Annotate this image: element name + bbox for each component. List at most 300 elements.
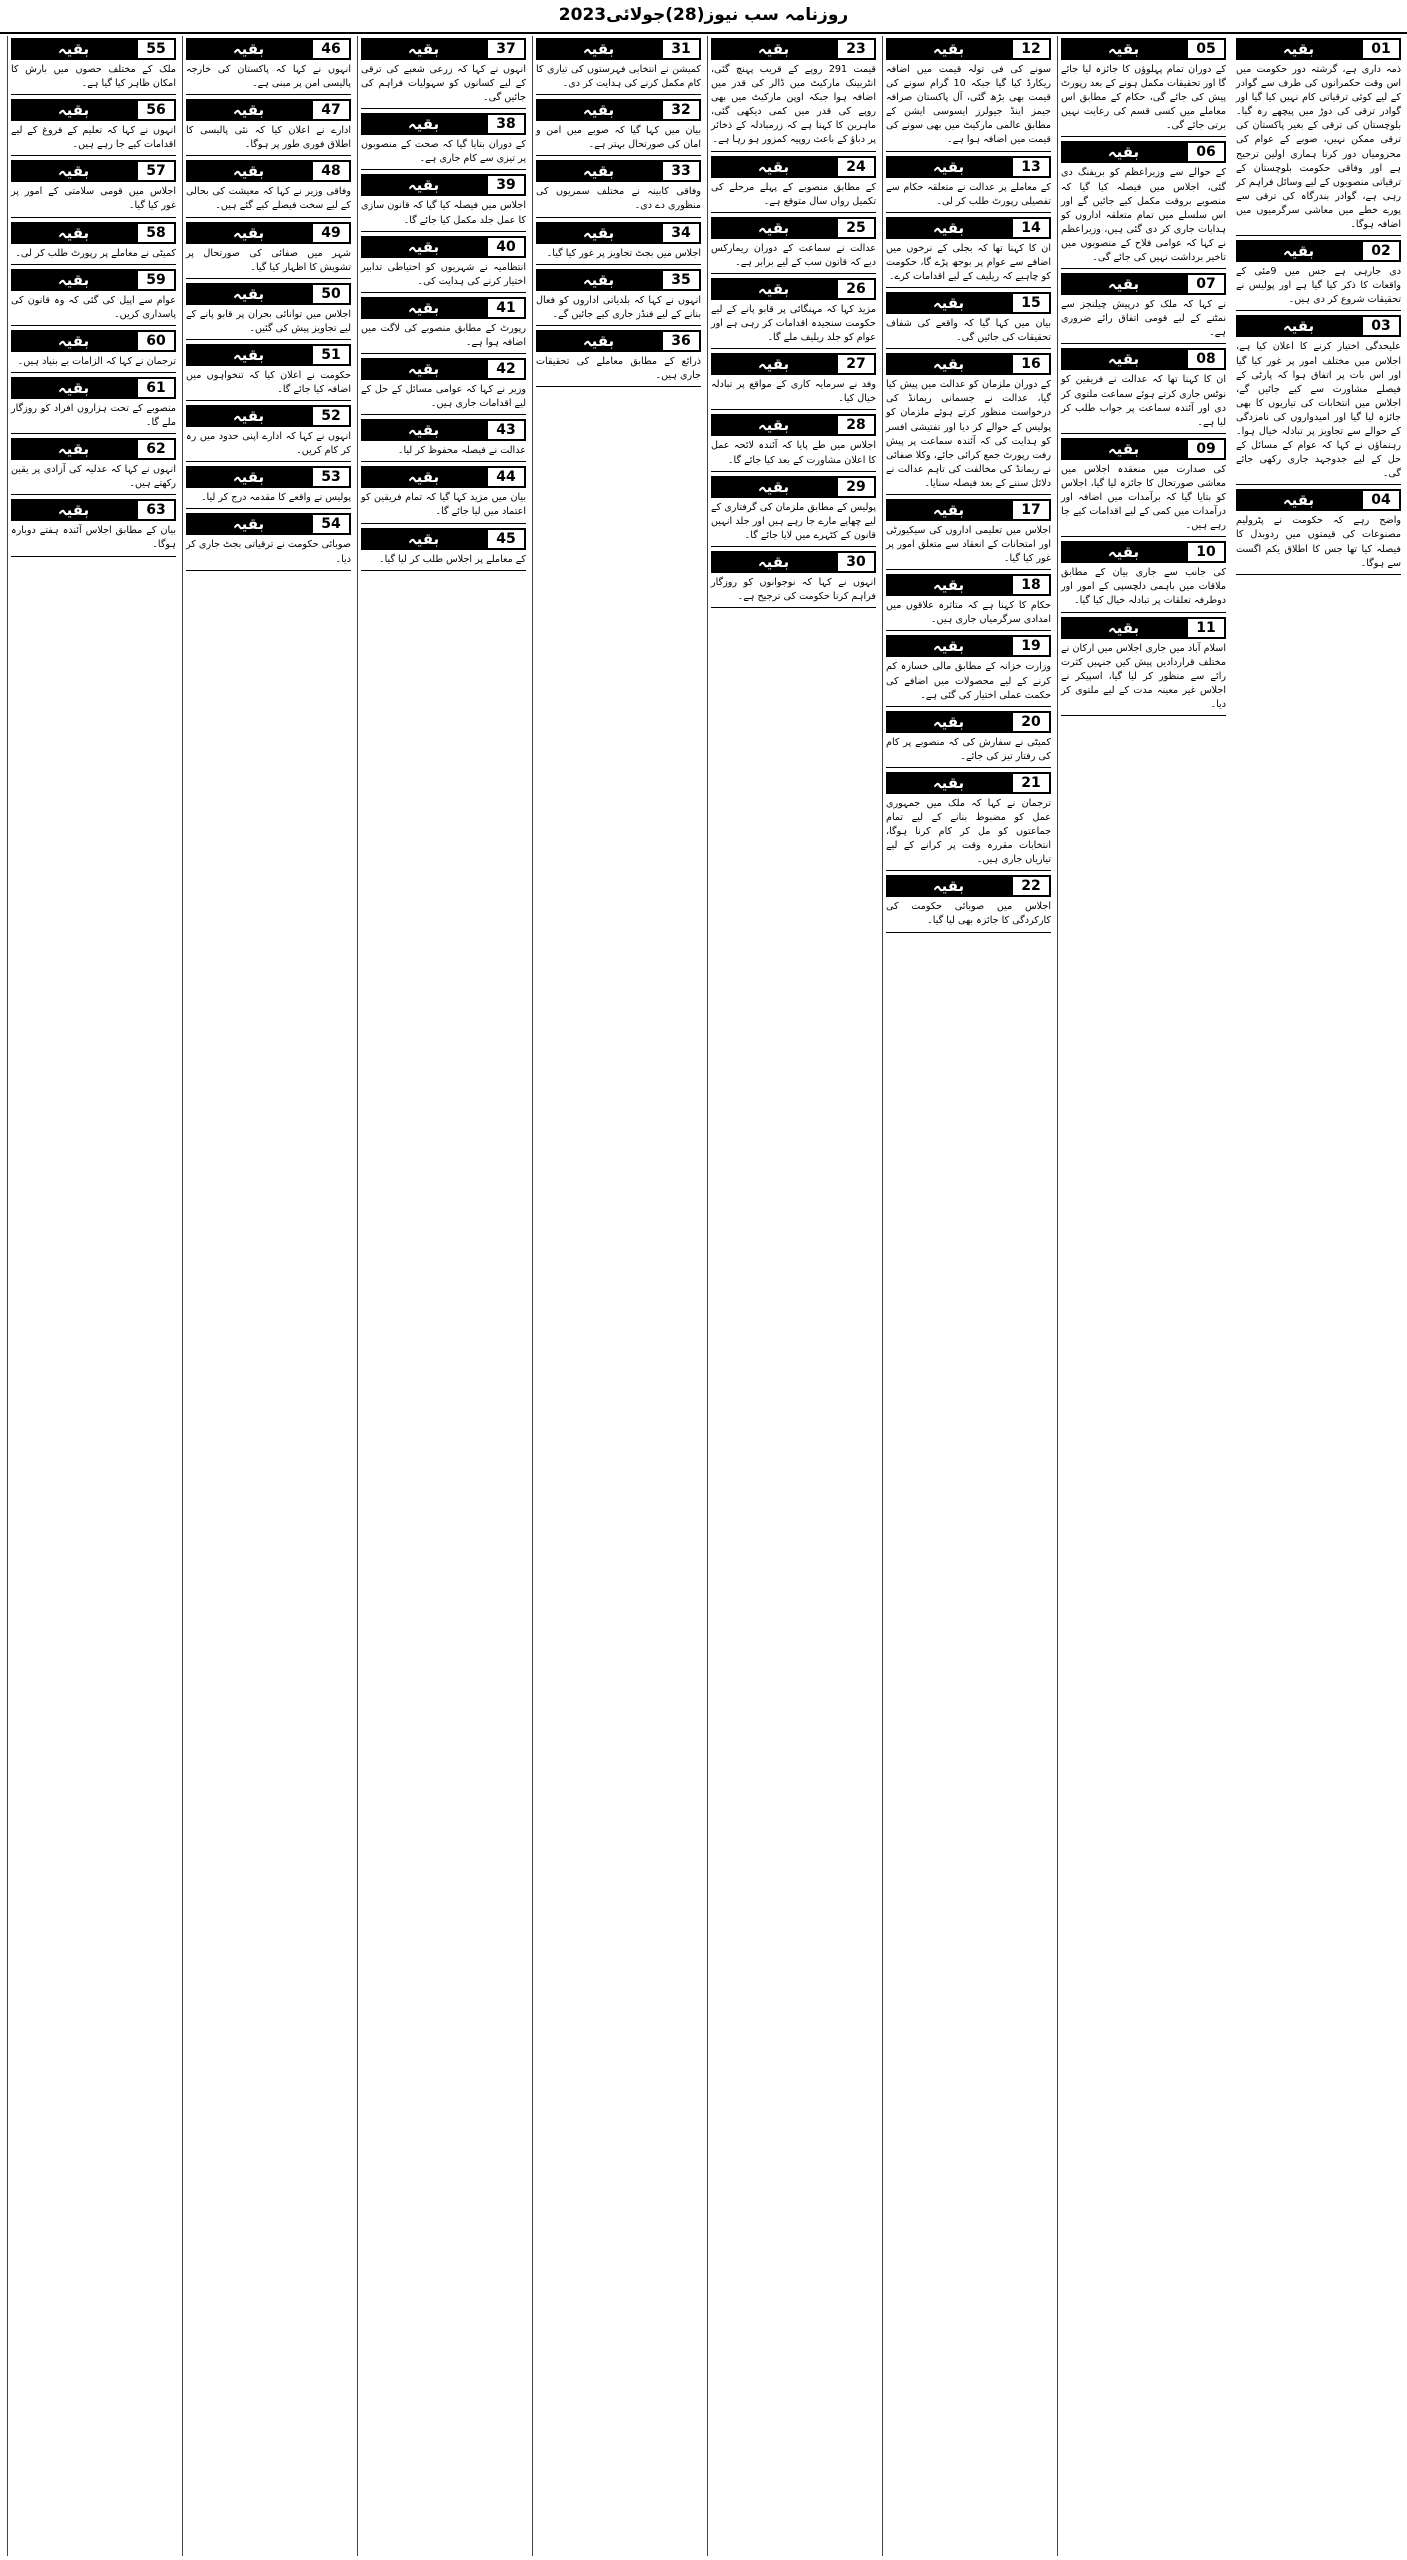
continuation-label: بقیہ xyxy=(886,711,1011,733)
item-number: 62 xyxy=(136,438,176,460)
divider xyxy=(1061,715,1226,716)
item-text: اجلاس میں صوبائی حکومت کی کارکردگی کا جائزہ بھی لیا گیا۔ xyxy=(886,901,1051,927)
item-text: ان کا کہنا تھا کہ عدالت نے فریقین کو نوٹس جاری کرتے ہوئے سماعت ملتوی کر دی اور آئندہ سماعت پر جواب طلب کر لیا ہے۔ xyxy=(1061,374,1226,428)
item-header xyxy=(886,635,1051,657)
item-text: مزید کہا کہ مہنگائی پر قابو پانے کے لیے حکومت سنجیدہ اقدامات کر رہی ہے اور عوام کو جلد ریلیف ملے گا۔ xyxy=(711,303,876,344)
item-header xyxy=(886,574,1051,596)
continuation-item xyxy=(11,222,176,265)
item-number: 17 xyxy=(1011,499,1051,521)
continuation-label: بقیہ xyxy=(711,353,836,375)
continuation-label: بقیہ xyxy=(886,292,1011,314)
item-number: 59 xyxy=(136,269,176,291)
item-text: کے دوران تمام پہلوؤں کا جائزہ لیا جائے گا اور تحقیقات مکمل ہونے کے بعد رپورٹ پیش کی جائے گی، حکام کے مطابق اس معاملے میں کسی قسم کی رعایت نہیں برتی جائے گی۔ xyxy=(1061,64,1226,132)
continuation-item xyxy=(886,217,1051,288)
item-number: 14 xyxy=(1011,217,1051,239)
item-text: اجلاس میں طے پایا کہ آئندہ لائحہ عمل کا اعلان مشاورت کے بعد کیا جائے گا۔ xyxy=(711,440,876,466)
item-number: 19 xyxy=(1011,635,1051,657)
item-number: 24 xyxy=(836,156,876,178)
continuation-label: بقیہ xyxy=(1061,348,1186,370)
item-number: 51 xyxy=(311,344,351,366)
item-number: 35 xyxy=(661,269,701,291)
item-text: اجلاس میں فیصلہ کیا گیا کہ قانون سازی کا عمل جلد مکمل کیا جائے گا۔ xyxy=(361,200,526,226)
continuation-label: بقیہ xyxy=(536,330,661,352)
item-header xyxy=(1061,438,1226,460)
column xyxy=(1233,36,1404,2556)
item-number: 18 xyxy=(1011,574,1051,596)
divider xyxy=(361,292,526,293)
continuation-label: بقیہ xyxy=(361,419,486,441)
continuation-item xyxy=(711,414,876,471)
item-text: کی صدارت میں منعقدہ اجلاس میں معاشی صورتحال کا جائزہ لیا گیا، اجلاس کو بتایا گیا کہ برآمدات میں اضافہ اور درآمدات میں کمی کے لیے اقدامات کیے جا رہے ہیں۔ xyxy=(1061,463,1226,532)
divider xyxy=(536,264,701,265)
item-text: اجلاس میں توانائی بحران پر قابو پانے کے لیے تجاویز پیش کی گئیں۔ xyxy=(186,308,351,334)
continuation-label: بقیہ xyxy=(886,635,1011,657)
item-number: 29 xyxy=(836,476,876,498)
divider xyxy=(1061,433,1226,434)
item-text: منصوبے کے تحت ہزاروں افراد کو روزگار ملے گا۔ xyxy=(11,402,176,429)
item-text: واضح رہے کہ حکومت نے پٹرولیم مصنوعات کی قیمتوں میں ردوبدل کا فیصلہ کیا تھا جس کا اطلاق یکم اگست سے ہوگا۔ xyxy=(1236,515,1401,569)
continuation-item xyxy=(361,419,526,462)
item-header xyxy=(186,99,351,121)
item-text: ترجمان نے کہا کہ الزامات بے بنیاد ہیں۔ xyxy=(17,355,176,367)
item-number: 16 xyxy=(1011,353,1051,375)
continuation-item xyxy=(711,38,876,152)
divider xyxy=(886,767,1051,768)
item-header xyxy=(11,269,176,291)
divider xyxy=(1236,484,1401,485)
item-header xyxy=(361,113,526,135)
continuation-item xyxy=(886,772,1051,871)
item-text: ترجمان نے کہا کہ ملک میں جمہوری عمل کو مضبوط بنانے کے لیے تمام جماعتوں کو مل کر کام کرنا ہوگا، انتخابات مقررہ وقت پر کرانے کے لیے تیاریاں جاری ہیں۔ xyxy=(886,797,1051,866)
item-header xyxy=(11,499,176,521)
continuation-label: بقیہ xyxy=(11,38,136,60)
item-text: کی جانب سے جاری بیان کے مطابق ملاقات میں باہمی دلچسپی کے امور اور دوطرفہ تعلقات پر تبادلہ خیال کیا گیا۔ xyxy=(1061,567,1226,607)
item-text: دی جارہی ہے جس میں 9مئی کے واقعات کا ذکر کیا گیا ہے اور پولیس نے تحقیقات شروع کر دی ہیں۔ xyxy=(1236,266,1402,306)
item-header xyxy=(186,344,351,366)
continuation-label: بقیہ xyxy=(1061,273,1186,295)
continuation-item xyxy=(1061,38,1226,137)
item-header xyxy=(361,174,526,196)
item-number: 43 xyxy=(486,419,526,441)
divider xyxy=(711,409,876,410)
continuation-item xyxy=(711,278,876,349)
divider xyxy=(11,155,176,156)
item-text: سونے کی فی تولہ قیمت میں اضافہ ریکارڈ کیا گیا جبکہ 10 گرام سونے کی قیمت بھی بڑھ گئی، آل پاکستان صرافہ جیمز اینڈ جیولرز ایسوسی ایشن کے مطابق عالمی مارکیٹ میں بھی سونے کی قیمت میں اضافہ ہوا ہے۔ xyxy=(886,64,1051,146)
continuation-label: بقیہ xyxy=(711,278,836,300)
item-header xyxy=(886,156,1051,178)
item-text: عوام سے اپیل کی گئی کہ وہ قانون کی پاسداری کریں۔ xyxy=(11,294,176,320)
continuation-item xyxy=(1061,348,1226,433)
item-number: 22 xyxy=(1011,875,1051,897)
continuation-item xyxy=(11,438,176,495)
item-header xyxy=(711,414,876,436)
item-number: 09 xyxy=(1186,438,1226,460)
divider xyxy=(886,212,1051,213)
continuation-item xyxy=(886,574,1051,631)
item-number: 32 xyxy=(661,99,701,121)
divider xyxy=(711,607,876,608)
item-header xyxy=(1061,348,1226,370)
item-header xyxy=(361,297,526,319)
item-number: 11 xyxy=(1186,617,1226,639)
continuation-item xyxy=(11,330,176,373)
divider xyxy=(11,433,176,434)
item-number: 38 xyxy=(486,113,526,135)
continuation-label: بقیہ xyxy=(536,38,661,60)
divider xyxy=(886,348,1051,349)
item-text: بیان کے مطابق اجلاس آئندہ ہفتے دوبارہ ہوگا۔ xyxy=(11,525,176,551)
continuation-label: بقیہ xyxy=(361,236,486,258)
divider xyxy=(886,151,1051,152)
continuation-item xyxy=(1061,141,1226,269)
divider xyxy=(711,212,876,213)
item-header xyxy=(886,353,1051,375)
item-number: 47 xyxy=(311,99,351,121)
continuation-item xyxy=(186,160,351,217)
divider xyxy=(886,287,1051,288)
item-number: 03 xyxy=(1361,315,1401,337)
item-number: 55 xyxy=(136,38,176,60)
continuation-label: بقیہ xyxy=(186,466,311,488)
item-number: 15 xyxy=(1011,292,1051,314)
continuation-label: بقیہ xyxy=(361,297,486,319)
continuation-item xyxy=(886,353,1051,495)
item-text: اسلام آباد میں جاری اجلاس میں ارکان نے مختلف قراردادیں پیش کیں جنہیں کثرت رائے سے منظور کر لیا گیا، اسپیکر نے اجلاس غیر معینہ مدت کے لیے ملتوی کر دیا۔ xyxy=(1061,642,1226,710)
item-text: انتظامیہ نے شہریوں کو احتیاطی تدابیر اختیار کرنے کی ہدایت کی۔ xyxy=(361,261,526,287)
item-header xyxy=(886,772,1051,794)
item-header xyxy=(1061,141,1226,163)
item-text: کے معاملے پر اجلاس طلب کر لیا گیا۔ xyxy=(379,553,526,565)
item-text: وفاقی کابینہ نے مختلف سمریوں کی منظوری دے دی۔ xyxy=(536,186,701,212)
item-text: انہوں نے کہا کہ ادارے اپنی حدود میں رہ کر کام کریں۔ xyxy=(186,431,351,457)
item-header xyxy=(1236,38,1401,60)
item-number: 48 xyxy=(311,160,351,182)
item-number: 40 xyxy=(486,236,526,258)
continuation-label: بقیہ xyxy=(11,330,136,352)
divider xyxy=(186,278,351,279)
continuation-item xyxy=(361,113,526,170)
item-text: ادارے نے اعلان کیا کہ نئی پالیسی کا اطلاق فوری طور پر ہوگا۔ xyxy=(186,125,351,151)
divider xyxy=(361,414,526,415)
divider xyxy=(361,108,526,109)
divider xyxy=(886,569,1051,570)
divider xyxy=(11,94,176,95)
item-text: عدالت نے فیصلہ محفوظ کر لیا۔ xyxy=(397,445,526,457)
divider xyxy=(711,348,876,349)
continuation-label: بقیہ xyxy=(711,217,836,239)
item-header xyxy=(11,222,176,244)
continuation-label: بقیہ xyxy=(711,476,836,498)
column xyxy=(357,36,529,2556)
continuation-label: بقیہ xyxy=(1236,38,1361,60)
continuation-item xyxy=(361,174,526,231)
item-number: 06 xyxy=(1186,141,1226,163)
divider xyxy=(1236,235,1401,236)
continuation-label: بقیہ xyxy=(361,113,486,135)
divider xyxy=(186,508,351,509)
item-header xyxy=(186,405,351,427)
continuation-item xyxy=(886,292,1051,349)
continuation-label: بقیہ xyxy=(536,160,661,182)
item-number: 63 xyxy=(136,499,176,521)
item-text: پولیس کے مطابق ملزمان کی گرفتاری کے لیے چھاپے مارے جا رہے ہیں اور جلد انہیں قانون کے کٹہرے میں لایا جائے گا۔ xyxy=(711,501,876,541)
divider xyxy=(1061,536,1226,537)
continuation-item xyxy=(536,99,701,156)
item-text: انہوں نے کہا کہ بلدیاتی اداروں کو فعال بنانے کے لیے فنڈز جاری کیے جائیں گے۔ xyxy=(536,294,701,320)
divider xyxy=(186,461,351,462)
continuation-label: بقیہ xyxy=(536,269,661,291)
divider xyxy=(186,570,351,571)
divider xyxy=(361,570,526,571)
continuation-label: بقیہ xyxy=(1061,141,1186,163)
continuation-item xyxy=(186,344,351,401)
item-header xyxy=(711,278,876,300)
item-number: 34 xyxy=(661,222,701,244)
masthead xyxy=(0,0,1407,34)
item-text: ملک کے مختلف حصوں میں بارش کا امکان ظاہر کیا گیا ہے۔ xyxy=(11,64,176,90)
divider xyxy=(11,325,176,326)
continuation-item xyxy=(886,635,1051,706)
continuation-item xyxy=(186,99,351,156)
continuation-label: بقیہ xyxy=(711,551,836,573)
continuation-item xyxy=(1236,240,1401,311)
item-text: کمیٹی نے سفارش کی کہ منصوبے پر کام کی رفتار تیز کی جائے۔ xyxy=(886,736,1051,762)
item-number: 45 xyxy=(486,528,526,550)
item-number: 02 xyxy=(1361,240,1401,262)
continuation-item xyxy=(186,283,351,340)
item-text: بیان میں مزید کہا گیا کہ تمام فریقین کو اعتماد میں لیا جائے گا۔ xyxy=(361,492,526,518)
divider xyxy=(711,471,876,472)
continuation-label: بقیہ xyxy=(186,38,311,60)
item-text: حکام کا کہنا ہے کہ متاثرہ علاقوں میں امدادی سرگرمیاں جاری ہیں۔ xyxy=(886,600,1051,626)
item-header xyxy=(186,222,351,244)
item-header xyxy=(361,528,526,550)
item-header xyxy=(886,875,1051,897)
divider xyxy=(1061,343,1226,344)
divider xyxy=(11,217,176,218)
divider xyxy=(186,339,351,340)
continuation-item xyxy=(886,711,1051,768)
item-header xyxy=(536,269,701,291)
item-text: کمیشن نے انتخابی فہرستوں کی تیاری کا کام مکمل کرنے کی ہدایت کر دی۔ xyxy=(536,64,701,90)
item-number: 53 xyxy=(311,466,351,488)
continuation-item xyxy=(361,528,526,571)
divider xyxy=(361,169,526,170)
continuation-label: بقیہ xyxy=(711,414,836,436)
continuation-label: بقیہ xyxy=(1061,38,1186,60)
item-header xyxy=(711,38,876,60)
continuation-label: بقیہ xyxy=(1061,438,1186,460)
item-header xyxy=(1236,315,1401,337)
item-header xyxy=(886,38,1051,60)
item-text: کے حوالے سے وزیراعظم کو بریفنگ دی گئی، اجلاس میں فیصلہ کیا گیا کہ منصوبے بروقت مکمل کیے جائیں گے اور اس سلسلے میں تمام متعلقہ اداروں کو ہدایات جاری کر دی گئی ہیں، وزیراعظم نے کہا کہ عوامی فلاح کے منصوبوں میں تاخیر برداشت نہیں کی جائے گی۔ xyxy=(1061,167,1226,264)
continuation-label: بقیہ xyxy=(186,283,311,305)
item-number: 56 xyxy=(136,99,176,121)
item-number: 31 xyxy=(661,38,701,60)
continuation-item xyxy=(361,466,526,523)
continuation-item xyxy=(711,551,876,608)
item-number: 30 xyxy=(836,551,876,573)
item-number: 52 xyxy=(311,405,351,427)
divider xyxy=(361,231,526,232)
continuation-label: بقیہ xyxy=(11,99,136,121)
item-number: 39 xyxy=(486,174,526,196)
item-text: کے مطابق منصوبے کے پہلے مرحلے کی تکمیل رواں سال متوقع ہے۔ xyxy=(711,181,876,207)
continuation-label: بقیہ xyxy=(361,528,486,550)
column xyxy=(7,36,179,2556)
continuation-label: بقیہ xyxy=(186,160,311,182)
continuation-item xyxy=(186,466,351,509)
item-text: کے معاملے پر عدالت نے متعلقہ حکام سے تفصیلی رپورٹ طلب کر لی۔ xyxy=(886,181,1051,207)
item-text: علیحدگی اختیار کرنے کا اعلان کیا ہے، اجلاس میں مختلف امور پر غور کیا گیا اور اس بات پر اتفاق ہوا کہ پارٹی کے فیصلے مشاورت سے کیے جائیں گے، اجلاس میں انتخابات کی تیاریوں کا بھی جائزہ لیا گیا اور امیدواروں کی نامزدگی کے حوالے سے تجاویز پر تبادلہ خیال ہوا۔ رہنماؤں نے کہا کہ عوام کے مسائل کے حل کے لیے جدوجہد جاری رکھی جائے گی۔ xyxy=(1236,341,1401,480)
continuation-item xyxy=(11,499,176,556)
item-text: نے کہا کہ ملک کو درپیش چیلنجز سے نمٹنے کے لیے قومی اتفاق رائے ضروری ہے۔ xyxy=(1061,299,1226,339)
item-header xyxy=(11,330,176,352)
continuation-item xyxy=(361,236,526,293)
continuation-item xyxy=(1061,438,1226,537)
continuation-label: بقیہ xyxy=(886,772,1011,794)
item-header xyxy=(1236,489,1401,511)
continuation-item xyxy=(186,513,351,570)
divider xyxy=(1236,574,1401,575)
divider xyxy=(536,217,701,218)
divider xyxy=(11,556,176,557)
continuation-item xyxy=(1061,617,1226,716)
divider xyxy=(11,372,176,373)
item-header xyxy=(11,99,176,121)
item-number: 42 xyxy=(486,358,526,380)
divider xyxy=(886,630,1051,631)
continuation-label: بقیہ xyxy=(886,499,1011,521)
continuation-item xyxy=(11,269,176,326)
item-text: وفد نے سرمایہ کاری کے مواقع پر تبادلہ خیال کیا۔ xyxy=(711,379,876,405)
continuation-item xyxy=(1236,38,1401,236)
continuation-columns xyxy=(4,36,1404,2556)
item-number: 08 xyxy=(1186,348,1226,370)
item-header xyxy=(186,160,351,182)
item-number: 50 xyxy=(311,283,351,305)
item-number: 36 xyxy=(661,330,701,352)
item-number: 58 xyxy=(136,222,176,244)
item-number: 04 xyxy=(1361,489,1401,511)
continuation-label: بقیہ xyxy=(186,513,311,535)
item-header xyxy=(536,160,701,182)
divider xyxy=(186,94,351,95)
item-number: 20 xyxy=(1011,711,1051,733)
divider xyxy=(186,155,351,156)
continuation-label: بقیہ xyxy=(361,358,486,380)
item-header xyxy=(1061,38,1226,60)
item-header xyxy=(11,160,176,182)
item-header xyxy=(186,513,351,535)
item-number: 12 xyxy=(1011,38,1051,60)
item-text: رپورٹ کے مطابق منصوبے کی لاگت میں اضافہ ہوا ہے۔ xyxy=(361,322,526,348)
divider xyxy=(361,461,526,462)
continuation-label: بقیہ xyxy=(886,217,1011,239)
continuation-label: بقیہ xyxy=(536,99,661,121)
divider xyxy=(886,706,1051,707)
item-number: 26 xyxy=(836,278,876,300)
continuation-label: بقیہ xyxy=(186,99,311,121)
item-text: اجلاس میں بجٹ تجاویز پر غور کیا گیا۔ xyxy=(546,247,701,259)
continuation-label: بقیہ xyxy=(361,174,486,196)
divider xyxy=(536,386,701,387)
item-header xyxy=(536,99,701,121)
item-number: 27 xyxy=(836,353,876,375)
continuation-label: بقیہ xyxy=(361,38,486,60)
column xyxy=(1057,36,1229,2556)
divider xyxy=(711,151,876,152)
item-header xyxy=(886,217,1051,239)
continuation-item xyxy=(186,222,351,279)
continuation-item xyxy=(711,353,876,410)
continuation-label: بقیہ xyxy=(886,38,1011,60)
item-text: اجلاس میں تعلیمی اداروں کی سیکیورٹی اور امتحانات کے انعقاد سے متعلق امور پر غور کیا گیا۔ xyxy=(886,524,1051,565)
continuation-label: بقیہ xyxy=(11,160,136,182)
continuation-label: بقیہ xyxy=(186,405,311,427)
item-number: 10 xyxy=(1186,541,1226,563)
masthead-title: روزنامہ سب نیوز(28)جولائی2023 xyxy=(558,5,849,25)
item-header xyxy=(186,283,351,305)
continuation-item xyxy=(536,38,701,95)
item-text: وفاقی وزیر نے کہا کہ معیشت کی بحالی کے لیے سخت فیصلے کیے گئے ہیں۔ xyxy=(186,186,351,212)
continuation-label: بقیہ xyxy=(536,222,661,244)
divider xyxy=(886,932,1051,933)
continuation-item xyxy=(1061,273,1226,344)
continuation-item xyxy=(186,405,351,462)
continuation-label: بقیہ xyxy=(1236,489,1361,511)
divider xyxy=(186,217,351,218)
continuation-label: بقیہ xyxy=(11,222,136,244)
divider xyxy=(536,155,701,156)
item-text: کمیٹی نے معاملے پر رپورٹ طلب کر لی۔ xyxy=(15,247,176,259)
column xyxy=(182,36,354,2556)
column xyxy=(882,36,1054,2556)
divider xyxy=(711,273,876,274)
item-text: ذمہ داری ہے، گرشتہ دور حکومت میں اس وقت حکمرانوں کی طرف سے گوادر کے لیے کوئی ترقیاتی کام نہیں کیا گیا اور گوادر ترقی کی دوڑ میں پیچھے رہ گیا۔ بلوچستان کی ترقی کے بغیر پاکستان کی ترقی ممکن نہیں، صوبے کے عوام کی محرومیاں دور کرنا ہماری اولین ترجیح ہے اور وفاقی حکومت بلوچستان کے ترقیاتی منصوبوں کے لیے وسائل فراہم کر رہی ہے، گوادر بندرگاہ کی ترقی سے پورے خطے میں معاشی سرگرمیوں میں اضافہ ہوگا۔ xyxy=(1236,64,1401,231)
item-text: قیمت 291 روپے کے قریب پہنچ گئی، انٹربینک مارکیٹ میں ڈالر کی قدر میں اضافہ ہوا جبکہ اوپن مارکیٹ میں بھی روپے کی قدر میں کمی دیکھی گئی، ماہرین کا کہنا ہے کہ زرمبادلہ کے ذخائر پر دباؤ کے باعث روپیہ کمزور ہو رہا ہے۔ xyxy=(711,64,877,146)
continuation-label: بقیہ xyxy=(886,574,1011,596)
continuation-item xyxy=(886,499,1051,570)
item-header xyxy=(886,711,1051,733)
item-number: 44 xyxy=(486,466,526,488)
continuation-label: بقیہ xyxy=(361,466,486,488)
item-text: بیان میں کہا گیا کہ واقعے کی شفاف تحقیقات کی جائیں گی۔ xyxy=(886,318,1051,344)
item-text: ان کا کہنا تھا کہ بجلی کے نرخوں میں اضافے سے عوام پر بوجھ پڑے گا، حکومت کو چاہیے کہ ریلیف کے لیے اقدامات کرے۔ xyxy=(886,242,1051,282)
continuation-item xyxy=(361,38,526,109)
item-number: 13 xyxy=(1011,156,1051,178)
item-text: انہوں نے کہا کہ عدلیہ کی آزادی پر یقین رکھتے ہیں۔ xyxy=(11,464,176,490)
item-text: انہوں نے کہا کہ پاکستان کی خارجہ پالیسی امن پر مبنی ہے۔ xyxy=(186,64,351,90)
item-header xyxy=(361,358,526,380)
divider xyxy=(886,494,1051,495)
item-number: 01 xyxy=(1361,38,1401,60)
divider xyxy=(186,400,351,401)
divider xyxy=(11,264,176,265)
item-header xyxy=(1236,240,1401,262)
continuation-label: بقیہ xyxy=(711,156,836,178)
continuation-label: بقیہ xyxy=(886,353,1011,375)
continuation-item xyxy=(536,269,701,326)
continuation-label: بقیہ xyxy=(711,38,836,60)
item-text: کے دوران ملزمان کو عدالت میں پیش کیا گیا، عدالت نے جسمانی ریمانڈ کی درخواست منظور کرتے ہوئے ملزمان کو پولیس کے حوالے کر دیا اور تفتیشی افسر کو ہدایت کی کہ آئندہ سماعت پر پیش رفت رپورٹ جمع کرائی جائے، وکلا صفائی نے ریمانڈ کی مخالفت کی تاہم عدالت نے دلائل سننے کے بعد فیصلہ سنایا۔ xyxy=(886,379,1051,489)
item-header xyxy=(1061,273,1226,295)
continuation-item xyxy=(11,99,176,156)
continuation-item xyxy=(186,38,351,95)
continuation-label: بقیہ xyxy=(1061,541,1186,563)
continuation-label: بقیہ xyxy=(11,377,136,399)
item-number: 41 xyxy=(486,297,526,319)
